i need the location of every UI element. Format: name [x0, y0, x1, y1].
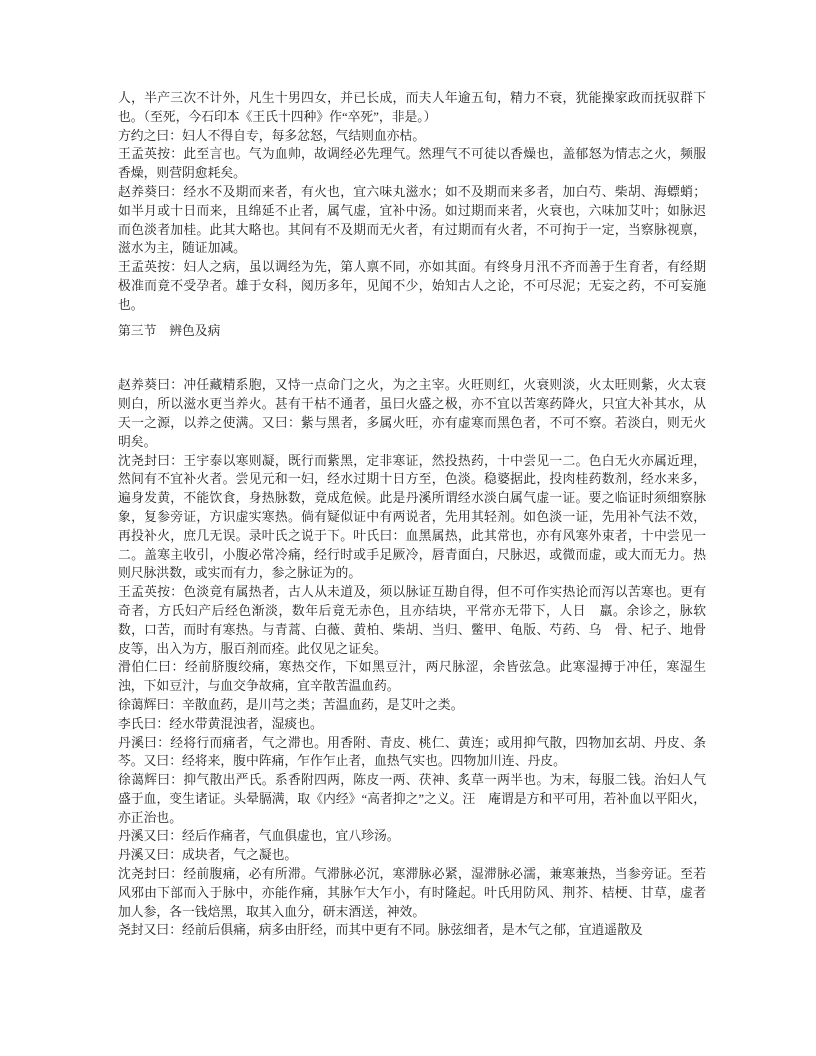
paragraph: 沈尧封曰：王宇泰以寒则凝，既行而紫黑，定非寒证，然投热药，十中尝见一二。色白无火亦属近理，然间有不宜补火者。尝见元和一妇，经水过期十日方至，色淡。稳婆据此，投肉桂药数剂，经水来多，遍身发黄，不能饮食，身热脉数，竟成危候。此是丹溪所谓经水淡白属气虚一证。要之临证时须细察脉象，复参旁证，方识虚实寒热。倘有疑似证中有两说者，先用其轻剂。如色淡一证，先用补气法不效，再投补火，庶几无误。录叶氏之说于下。叶氏曰：血黑属热，此其常也，亦有风寒外束者，十中尝见一二。盖寒主收引，小腹必常冷痛，经行时或手足厥冷，唇青面白，尺脉迟，或微而虚，或大而无力。热则尺脉洪数，或实而有力，参之脉证为的。 [118, 453, 706, 581]
paragraph: 王孟英按：妇人之病，虽以调经为先，第人禀不同，亦如其面。有终身月汛不齐而善于生育者，有经期极准而竟不受孕者。雄于女科，阅历多年，见闻不少，始知古人之论，不可尽泥；无妄之药，不可妄施也。 [118, 260, 706, 312]
paragraph: 沈尧封曰：经前腹痛，必有所滞。气滞脉必沉，寒滞脉必紧，湿滞脉必濡，兼寒兼热，当参旁证。至若风邪由下部而入于脉中，亦能作痛，其脉乍大乍小，有时隆起。叶氏用防风、荆芥、桔梗、甘草，虚者加人参，各一钱焙黑，取其入血分，研末酒送，神效。 [118, 867, 706, 919]
section-heading: 第三节 辨色及病 [118, 323, 221, 338]
page-text-block [118, 89, 706, 940]
paragraph: 丹溪又曰：经后作痛者，气血俱虚也，宜八珍汤。 [118, 829, 400, 844]
paragraph: 王孟英按：此至言也。气为血帅，故调经必先理气。然理气不可徒以香燥也，盖郁怒为情志之火，频服香燥，则营阴愈耗矣。 [118, 147, 706, 181]
paragraph: 李氏曰：经水带黄混浊者，湿痰也。 [118, 716, 323, 731]
paragraph: 徐蔼辉曰：抑气散出严氏。系香附四两，陈皮一两、茯神、炙草一两半也。为末，每服二钱。治妇人气盛于血，变生诸证。头晕膈满，取《内经》“高者抑之”之义。汪 庵谓是方和平可用，若补血以平阳火，亦正治也。 [118, 773, 706, 825]
paragraph: 丹溪曰：经将行而痛者，气之滞也。用香附、青皮、桃仁、黄连；或用抑气散，四物加玄胡、丹皮、条芩。又曰：经将来，腹中阵痛，乍作乍止者，血热气实也。四物加川连、丹皮。 [118, 735, 706, 769]
paragraph-continuation: 人，半产三次不计外，凡生十男四女，并已长成，而夫人年逾五旬，精力不衰，犹能操家政而抚驭群下也。（至死，今石印本《王氏十四种》作“卒死”，非是。） [118, 91, 706, 124]
paragraph: 丹溪又曰：成块者，气之凝也。 [118, 848, 298, 863]
paragraph: 赵养葵曰：冲任藏精系胞，又恃一点命门之火，为之主宰。火旺则红，火衰则淡，火太旺则紫，火太衰则白，所以滋水更当养火。甚有干枯不通者，虽曰火盛之极，亦不宜以苦寒药降火，只宜大补其水，从天一之源，以养之使满。又曰：紫与黑者，多属火旺，亦有虚寒而黑色者，不可不察。若淡白，则无火明矣。 [118, 378, 706, 449]
paragraph: 方约之曰：妇人不得自专，每多忿怒，气结则血亦枯。 [118, 128, 426, 143]
paragraph: 滑伯仁曰：经前脐腹绞痛，寒热交作，下如黑豆汁，两尺脉涩，余皆弦急。此寒湿搏于冲任，寒湿生浊，下如豆汁，与血交争故痛，宜辛散苦温血药。 [118, 660, 706, 694]
paragraph: 徐蔼辉曰：辛散血药，是川芎之类；苦温血药，是艾叶之类。 [118, 697, 464, 712]
paragraph: 王孟英按：色淡竟有属热者，古人从未道及，须以脉证互勘自得，但不可作实热论而泻以苦寒也。更有奇者，方氏妇产后经色渐淡，数年后竟无赤色，且亦结块，平常亦无带下，人日 羸。余诊之，脉软数，口苦，而时有寒热。与青蒿、白薇、黄柏、柴胡、当归、鳖甲、龟版、芍药、乌 骨、杞子、地骨皮等，出入为方，服百剂而痊。此仅见之证矣。 [118, 585, 706, 656]
paragraph: 赵养葵曰：经水不及期而来者，有火也，宜六味丸滋水；如不及期而来多者，加白芍、柴胡、海螵蛸；如半月或十日而来，且绵延不止者，属气虚，宜补中汤。如过期而来者，火衰也，六味加艾叶；如脉迟而色淡者加桂。此其大略也。其间有不及期而无火者，有过期而有火者，不可拘于一定，当察脉视禀，滋水为主，随证加减。 [118, 184, 706, 256]
paragraph-page-break: 尧封又曰：经前后俱痛，病多由肝经，而其中更有不同。脉弦细者，是木气之郁，宜逍遥散及 [118, 923, 643, 938]
